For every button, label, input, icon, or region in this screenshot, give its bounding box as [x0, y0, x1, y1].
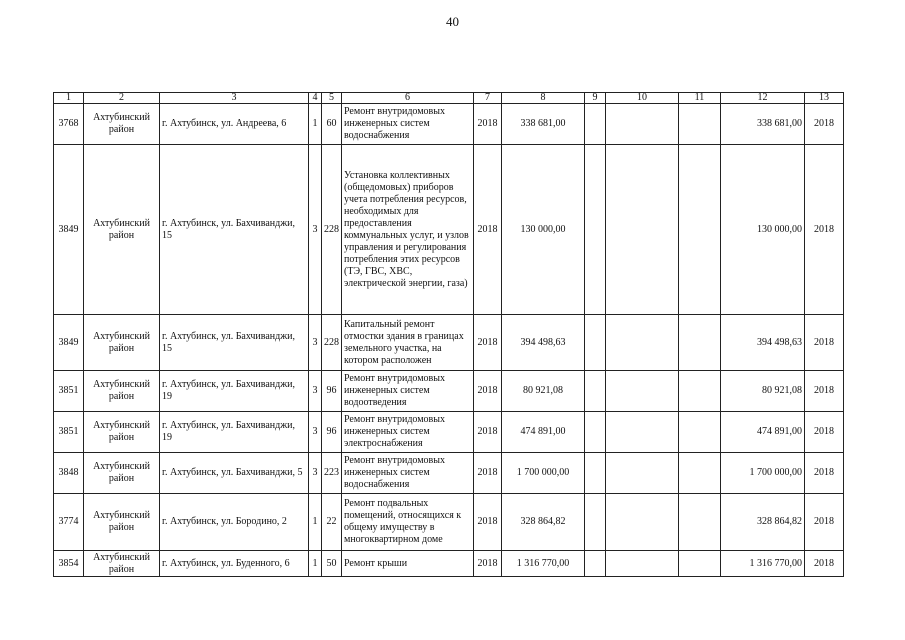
house-id-cell: 3768 — [54, 104, 84, 145]
col4-cell: 3 — [309, 145, 322, 315]
house-id-cell: 3851 — [54, 371, 84, 412]
year-cell: 2018 — [474, 551, 502, 577]
work-type-cell: Ремонт внутридомовых инженерных систем водоснабжения — [342, 453, 474, 494]
table-row — [54, 494, 844, 551]
completion-year-cell: 2018 — [805, 104, 844, 145]
year-cell: 2018 — [474, 453, 502, 494]
total-cost-cell: 1 316 770,00 — [502, 551, 585, 577]
column-header: 6 — [342, 93, 474, 104]
col10-cell — [606, 551, 679, 577]
address-cell: г. Ахтубинск, ул. Андреева, 6 — [160, 104, 309, 145]
address-cell: г. Ахтубинск, ул. Буденного, 6 — [160, 551, 309, 577]
total-cost-cell: 338 681,00 — [502, 104, 585, 145]
table-row — [54, 551, 844, 577]
column-header: 13 — [805, 93, 844, 104]
address-cell: г. Ахтубинск, ул. Бахчиванджи, 15 — [160, 315, 309, 371]
col11-cell — [679, 371, 721, 412]
table-row — [54, 371, 844, 412]
year-cell: 2018 — [474, 371, 502, 412]
house-id-cell: 3848 — [54, 453, 84, 494]
col5-cell: 96 — [322, 412, 342, 453]
col5-cell: 50 — [322, 551, 342, 577]
completion-year-cell: 2018 — [805, 315, 844, 371]
table-row — [54, 453, 844, 494]
column-header: 7 — [474, 93, 502, 104]
col4-cell: 3 — [309, 453, 322, 494]
col9-cell — [585, 551, 606, 577]
page-number: 40 — [446, 14, 459, 29]
col11-cell — [679, 453, 721, 494]
year-cell: 2018 — [474, 104, 502, 145]
repair-program-table — [53, 92, 844, 577]
completion-year-cell: 2018 — [805, 145, 844, 315]
column-header: 4 — [309, 93, 322, 104]
work-type-cell: Капитальный ремонт отмостки здания в границах земельного участка, на котором расположен — [342, 315, 474, 371]
table-row — [54, 104, 844, 145]
col5-cell: 60 — [322, 104, 342, 145]
col10-cell — [606, 453, 679, 494]
address-cell: г. Ахтубинск, ул. Бахчиванджи, 15 — [160, 145, 309, 315]
house-id-cell: 3851 — [54, 412, 84, 453]
work-type-cell: Установка коллективных (общедомовых) приборов учета потребления ресурсов, необходимых для предоставления коммунальных услуг, и узлов управления и регулирования потребления этих ресурсов (ТЭ, ГВС, ХВС, электрической энергии, газа) — [342, 145, 474, 315]
col12-cost-cell: 1 316 770,00 — [721, 551, 805, 577]
year-cell: 2018 — [474, 145, 502, 315]
col12-cost-cell: 130 000,00 — [721, 145, 805, 315]
year-cell: 2018 — [474, 412, 502, 453]
col12-cost-cell: 328 864,82 — [721, 494, 805, 551]
district-cell: Ахтубинский район — [84, 453, 160, 494]
col10-cell — [606, 494, 679, 551]
house-id-cell: 3849 — [54, 315, 84, 371]
total-cost-cell: 80 921,08 — [502, 371, 585, 412]
total-cost-cell: 1 700 000,00 — [502, 453, 585, 494]
house-id-cell: 3774 — [54, 494, 84, 551]
completion-year-cell: 2018 — [805, 494, 844, 551]
col9-cell — [585, 371, 606, 412]
work-type-cell: Ремонт внутридомовых инженерных систем водоотведения — [342, 371, 474, 412]
col11-cell — [679, 145, 721, 315]
house-id-cell: 3849 — [54, 145, 84, 315]
column-header: 9 — [585, 93, 606, 104]
column-header: 5 — [322, 93, 342, 104]
table-body — [54, 104, 844, 577]
district-cell: Ахтубинский район — [84, 371, 160, 412]
col10-cell — [606, 104, 679, 145]
col9-cell — [585, 104, 606, 145]
address-cell: г. Ахтубинск, ул. Бахчиванджи, 5 — [160, 453, 309, 494]
column-header: 1 — [54, 93, 84, 104]
col12-cost-cell: 1 700 000,00 — [721, 453, 805, 494]
district-cell: Ахтубинский район — [84, 551, 160, 577]
col10-cell — [606, 315, 679, 371]
col4-cell: 1 — [309, 494, 322, 551]
col4-cell: 1 — [309, 551, 322, 577]
work-type-cell: Ремонт крыши — [342, 551, 474, 577]
work-type-cell: Ремонт внутридомовых инженерных систем электроснабжения — [342, 412, 474, 453]
col5-cell: 22 — [322, 494, 342, 551]
completion-year-cell: 2018 — [805, 371, 844, 412]
col4-cell: 1 — [309, 104, 322, 145]
col5-cell: 228 — [322, 145, 342, 315]
col9-cell — [585, 145, 606, 315]
completion-year-cell: 2018 — [805, 551, 844, 577]
district-cell: Ахтубинский район — [84, 315, 160, 371]
col11-cell — [679, 315, 721, 371]
address-cell: г. Ахтубинск, ул. Бахчиванджи, 19 — [160, 371, 309, 412]
col11-cell — [679, 104, 721, 145]
total-cost-cell: 328 864,82 — [502, 494, 585, 551]
total-cost-cell: 394 498,63 — [502, 315, 585, 371]
col12-cost-cell: 338 681,00 — [721, 104, 805, 145]
work-type-cell: Ремонт внутридомовых инженерных систем водоснабжения — [342, 104, 474, 145]
column-header: 12 — [721, 93, 805, 104]
district-cell: Ахтубинский район — [84, 104, 160, 145]
col10-cell — [606, 371, 679, 412]
col9-cell — [585, 315, 606, 371]
col11-cell — [679, 412, 721, 453]
year-cell: 2018 — [474, 315, 502, 371]
district-cell: Ахтубинский район — [84, 145, 160, 315]
total-cost-cell: 474 891,00 — [502, 412, 585, 453]
col10-cell — [606, 145, 679, 315]
table-row — [54, 412, 844, 453]
col12-cost-cell: 394 498,63 — [721, 315, 805, 371]
work-type-cell: Ремонт подвальных помещений, относящихся к общему имуществу в многоквартирном доме — [342, 494, 474, 551]
column-header: 8 — [502, 93, 585, 104]
table-row — [54, 315, 844, 371]
col10-cell — [606, 412, 679, 453]
col5-cell: 228 — [322, 315, 342, 371]
col12-cost-cell: 80 921,08 — [721, 371, 805, 412]
total-cost-cell: 130 000,00 — [502, 145, 585, 315]
col11-cell — [679, 494, 721, 551]
column-header: 2 — [84, 93, 160, 104]
col5-cell: 96 — [322, 371, 342, 412]
col9-cell — [585, 453, 606, 494]
completion-year-cell: 2018 — [805, 453, 844, 494]
col4-cell: 3 — [309, 371, 322, 412]
col5-cell: 223 — [322, 453, 342, 494]
col4-cell: 3 — [309, 412, 322, 453]
house-id-cell: 3854 — [54, 551, 84, 577]
table-row — [54, 145, 844, 315]
year-cell: 2018 — [474, 494, 502, 551]
col4-cell: 3 — [309, 315, 322, 371]
col9-cell — [585, 494, 606, 551]
column-header: 10 — [606, 93, 679, 104]
district-cell: Ахтубинский район — [84, 412, 160, 453]
address-cell: г. Ахтубинск, ул. Бородино, 2 — [160, 494, 309, 551]
col12-cost-cell: 474 891,00 — [721, 412, 805, 453]
completion-year-cell: 2018 — [805, 412, 844, 453]
col9-cell — [585, 412, 606, 453]
district-cell: Ахтубинский район — [84, 494, 160, 551]
col11-cell — [679, 551, 721, 577]
column-header: 11 — [679, 93, 721, 104]
column-header: 3 — [160, 93, 309, 104]
address-cell: г. Ахтубинск, ул. Бахчиванджи, 19 — [160, 412, 309, 453]
column-number-row — [54, 93, 844, 104]
